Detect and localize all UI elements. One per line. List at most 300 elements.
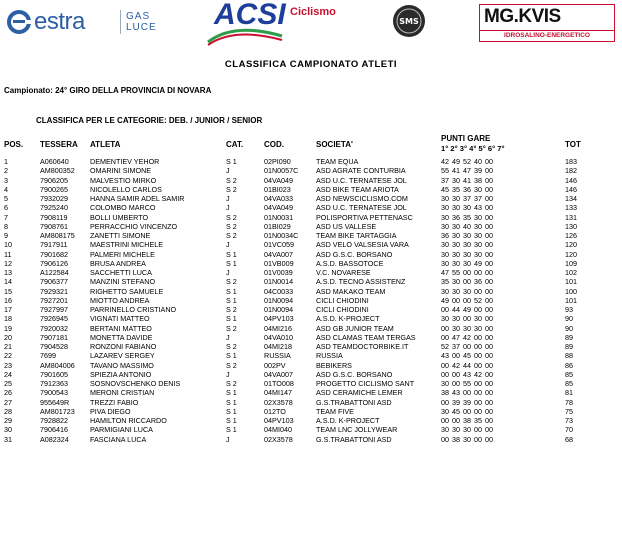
- cell-atleta: DEMENTIEV YEHOR: [90, 157, 160, 166]
- cell-pos: 27: [4, 397, 12, 407]
- cell-tessera: 7927997: [40, 305, 68, 314]
- cell-atleta: MERONI CRISTIAN: [90, 388, 155, 398]
- cell-cod: 01V0039: [264, 268, 293, 277]
- cell-cod: 002PV: [264, 360, 286, 370]
- cell-punti: 35 30 00 36 00: [441, 277, 493, 287]
- table-row: [0, 388, 622, 397]
- cell-cat: S 2: [226, 379, 237, 388]
- cell-cat: S 1: [226, 388, 237, 398]
- cell-tot: 131: [565, 212, 577, 222]
- cell-societa: ASD VELO VALSESIA VARA: [316, 240, 409, 250]
- cell-atleta: NICOLELLO CARLOS: [90, 184, 162, 194]
- cell-cat: S 1: [226, 157, 237, 166]
- cell-cat: S 1: [226, 258, 237, 268]
- cell-pos: 29: [4, 416, 12, 425]
- cell-tot: 70: [565, 425, 573, 435]
- cell-cod: 01TO008: [264, 379, 294, 388]
- cell-pos: 21: [4, 342, 12, 351]
- cell-atleta: SACCHETTI LUCA: [90, 268, 152, 277]
- cell-societa: ASD MAKAKO TEAM: [316, 286, 386, 296]
- cell-punti: 30 30 30 00 00: [441, 286, 493, 296]
- cell-atleta: TAVANO MASSIMO: [90, 360, 154, 370]
- header-punti-gare: PUNTI GARE: [441, 134, 491, 143]
- cell-atleta: BRUSA ANDREA: [90, 258, 146, 268]
- cell-atleta: BERTANI MATTEO: [90, 323, 152, 333]
- cell-cod: 02X3578: [264, 397, 293, 407]
- table-row: [0, 240, 622, 249]
- mgk-wordmark: MG.KVIS: [484, 6, 561, 27]
- table-row: [0, 176, 622, 185]
- cell-cat: S 2: [226, 342, 237, 351]
- cell-tessera: 7906416: [40, 425, 68, 435]
- table-row: [0, 194, 622, 203]
- cell-pos: 13: [4, 268, 12, 277]
- cell-cod: 04MI147: [264, 388, 292, 398]
- cell-societa: ASD US VALLESE: [316, 221, 377, 231]
- cell-cat: S 1: [226, 406, 237, 416]
- cell-societa: TEAM EQUA: [316, 157, 359, 166]
- cell-tot: 93: [565, 305, 573, 314]
- cell-tot: 101: [565, 277, 577, 287]
- cell-societa: POLISPORTIVA PETTENASC: [316, 212, 413, 222]
- cell-pos: 28: [4, 406, 12, 416]
- cell-cod: 01VB009: [264, 258, 294, 268]
- cell-societa: ASD GB JUNIOR TEAM: [316, 323, 394, 333]
- cell-punti: 30 30 40 30 00: [441, 221, 493, 231]
- table-row: [0, 296, 622, 305]
- cell-societa: A.S.D. TECNO ASSISTENZ: [316, 277, 406, 287]
- estra-wordmark: estra: [34, 8, 85, 35]
- table-row: [0, 222, 622, 231]
- estra-tagline-luce: LUCE: [126, 22, 157, 33]
- cell-tot: 88: [565, 351, 573, 361]
- cell-punti: 30 30 30 00 00: [441, 425, 493, 435]
- cell-cod: 02PI090: [264, 157, 291, 166]
- cell-atleta: HANNA SAMIR ADEL SAMIR: [90, 194, 185, 203]
- cell-atleta: VIGNATI MATTEO: [90, 314, 150, 324]
- header-cod: COD.: [264, 140, 284, 149]
- cell-atleta: PERRACCHIO VINCENZO: [90, 221, 178, 231]
- header-tot: TOT: [565, 140, 581, 149]
- cell-pos: 15: [4, 286, 12, 296]
- cell-atleta: MIOTTO ANDREA: [90, 295, 150, 305]
- table-row: [0, 287, 622, 296]
- cell-atleta: FASCIANA LUCA: [90, 434, 147, 444]
- cell-cod: 04MI040: [264, 425, 292, 435]
- cell-tessera: A122584: [40, 268, 69, 277]
- cell-cod: 04VA033: [264, 194, 294, 203]
- table-row: [0, 407, 622, 416]
- cell-cat: S 2: [226, 360, 237, 370]
- cell-pos: 11: [4, 249, 12, 259]
- cell-pos: 25: [4, 379, 12, 388]
- cell-societa: CICLI CHIODINI: [316, 305, 369, 314]
- cell-pos: 31: [4, 434, 12, 444]
- cell-punti: 38 43 00 00 00: [441, 388, 493, 398]
- cell-pos: 1: [4, 157, 8, 166]
- cell-cat: S 2: [226, 231, 237, 240]
- cell-societa: PROGETTO CICLISMO SANT: [316, 379, 415, 388]
- cell-tot: 120: [565, 249, 577, 259]
- header-pos: POS.: [4, 140, 24, 149]
- cell-tot: 101: [565, 295, 577, 305]
- table-row: [0, 277, 622, 286]
- estra-separator: [120, 10, 121, 34]
- cell-societa: A.S.D. K-PROJECT: [316, 416, 380, 425]
- table-row: [0, 398, 622, 407]
- cell-cod: 01N0031: [264, 212, 294, 222]
- cell-tessera: 7926945: [40, 314, 68, 324]
- cell-tessera: 7906205: [40, 175, 68, 185]
- cell-societa: G.S.TRABATTONI ASD: [316, 397, 392, 407]
- cell-punti: 00 38 30 00 00: [441, 434, 493, 444]
- cell-atleta: BOLLI UMBERTO: [90, 212, 149, 222]
- cell-tessera: 7920032: [40, 323, 68, 333]
- championship-label: Campionato: 24° GIRO DELLA PROVINCIA DI NOVARA: [4, 86, 212, 95]
- cell-tessera: 7901682: [40, 249, 68, 259]
- cell-tessera: 7912363: [40, 379, 68, 388]
- header-race-numbers: 1° 2° 3° 4° 5° 6° 7°: [441, 144, 505, 153]
- categories-label: CLASSIFICA PER LE CATEGORIE: DEB. / JUNIOR / SENIOR: [36, 116, 263, 125]
- cell-pos: 10: [4, 240, 12, 250]
- table-row: [0, 305, 622, 314]
- cell-tessera: A082324: [40, 434, 69, 444]
- cell-cod: 01N0034C: [264, 231, 299, 240]
- cell-punti: 30 00 55 00 00: [441, 379, 493, 388]
- cell-punti: 55 41 47 39 00: [441, 166, 493, 176]
- cell-cat: S 1: [226, 425, 237, 435]
- cell-atleta: OMARINI SIMONE: [90, 166, 152, 176]
- cell-pos: 24: [4, 369, 12, 379]
- cell-cat: S 2: [226, 212, 237, 222]
- cell-cod: 01VC059: [264, 240, 294, 250]
- header-tessera: TESSERA: [40, 140, 78, 149]
- cell-cod: RUSSIA: [264, 351, 291, 361]
- cell-cat: S 1: [226, 286, 237, 296]
- cell-pos: 16: [4, 295, 12, 305]
- cell-cod: 04C0033: [264, 286, 294, 296]
- cell-tessera: 7900265: [40, 184, 68, 194]
- cell-tot: 90: [565, 314, 573, 324]
- table-row: [0, 351, 622, 360]
- cell-societa: ASD CLAMAS TEAM TERGAS: [316, 332, 416, 342]
- sms-badge-icon: [392, 4, 426, 38]
- cell-cod: 01BI023: [264, 184, 291, 194]
- header-atleta: ATLETA: [90, 140, 121, 149]
- cell-atleta: MALVESTIO MIRKO: [90, 175, 157, 185]
- cell-punti: 30 30 00 30 00: [441, 314, 493, 324]
- cell-societa: TEAM LNC JOLLYWEAR: [316, 425, 398, 435]
- table-row: [0, 370, 622, 379]
- cell-tot: 68: [565, 434, 573, 444]
- header-cat: CAT.: [226, 140, 244, 149]
- cell-cat: S 1: [226, 295, 237, 305]
- estra-mark-icon: [6, 9, 32, 35]
- cell-punti: 00 39 39 00 00: [441, 397, 493, 407]
- cell-atleta: MANZINI STEFANO: [90, 277, 156, 287]
- cell-tessera: 7906126: [40, 258, 68, 268]
- page-title: CLASSIFICA CAMPIONATO ATLETI: [224, 59, 398, 70]
- standings-table: [0, 157, 622, 444]
- cell-tot: 89: [565, 342, 573, 351]
- cell-cod: 04MI216: [264, 323, 292, 333]
- cell-punti: 30 30 30 30 00: [441, 240, 493, 250]
- table-row: [0, 203, 622, 212]
- cell-tot: 73: [565, 416, 573, 425]
- cell-pos: 14: [4, 277, 12, 287]
- cell-pos: 19: [4, 323, 12, 333]
- cell-cod: 04PV103: [264, 416, 294, 425]
- cell-societa: ASD U.C. TERNATESE JOL: [316, 203, 407, 213]
- cell-cat: S 2: [226, 221, 237, 231]
- cell-atleta: ZANETTI SIMONE: [90, 231, 151, 240]
- acsi-wordmark: ACSI: [214, 0, 286, 31]
- cell-punti: 30 36 35 30 00: [441, 212, 493, 222]
- cell-pos: 30: [4, 425, 12, 435]
- cell-cod: 01N0014: [264, 277, 294, 287]
- cell-cat: S 2: [226, 323, 237, 333]
- cell-tot: 89: [565, 332, 573, 342]
- table-row: [0, 324, 622, 333]
- mgk-tagline: IDROSALINO-ENERGETICO: [480, 30, 614, 41]
- table-row: [0, 333, 622, 342]
- cell-cat: J: [226, 203, 230, 213]
- cell-punti: 30 30 30 30 00: [441, 249, 493, 259]
- cell-tot: 146: [565, 184, 577, 194]
- cell-cod: 01N0094: [264, 305, 294, 314]
- cell-atleta: TREZZI FABIO: [90, 397, 139, 407]
- cell-tot: 182: [565, 166, 577, 176]
- cell-tessera: 7927201: [40, 295, 68, 305]
- cell-atleta: RIGHETTO SAMUELE: [90, 286, 164, 296]
- header-societa: SOCIETA': [316, 140, 353, 149]
- cell-punti: 47 55 00 00 00: [441, 268, 493, 277]
- cell-atleta: PALMERI MICHELE: [90, 249, 155, 259]
- cell-cat: J: [226, 194, 230, 203]
- cell-tessera: A060640: [40, 157, 69, 166]
- cell-cat: J: [226, 434, 230, 444]
- cell-tot: 75: [565, 406, 573, 416]
- cell-tessera: AM808175: [40, 231, 75, 240]
- cell-punti: 00 00 38 35 00: [441, 416, 493, 425]
- cell-societa: ASD U.C. TERNATESE JOL: [316, 175, 407, 185]
- cell-tot: 85: [565, 379, 573, 388]
- cell-tessera: 7929321: [40, 286, 68, 296]
- cell-tot: 78: [565, 397, 573, 407]
- cell-societa: TEAM FIVE: [316, 406, 354, 416]
- cell-cod: 04VA049: [264, 203, 294, 213]
- cell-cod: 04VA010: [264, 332, 294, 342]
- cell-punti: 30 45 00 00 00: [441, 406, 493, 416]
- cell-atleta: PIVA DIEGO: [90, 406, 131, 416]
- cell-societa: ASD G.S.C. BORSANO: [316, 369, 393, 379]
- cell-cod: 04VA007: [264, 369, 294, 379]
- cell-tot: 126: [565, 231, 577, 240]
- cell-tot: 102: [565, 268, 577, 277]
- cell-societa: A.S.D. K-PROJECT: [316, 314, 380, 324]
- cell-atleta: RONZONI FABIANO: [90, 342, 157, 351]
- cell-pos: 5: [4, 194, 8, 203]
- cell-cod: 04PV103: [264, 314, 294, 324]
- cell-atleta: HAMILTON RICCARDO: [90, 416, 167, 425]
- table-row: [0, 416, 622, 425]
- cell-tot: 183: [565, 157, 577, 166]
- cell-tot: 85: [565, 369, 573, 379]
- cell-tessera: 7908761: [40, 221, 68, 231]
- cell-cod: 01BI029: [264, 221, 291, 231]
- cell-punti: 00 30 30 30 00: [441, 323, 493, 333]
- cell-pos: 2: [4, 166, 8, 176]
- table-row: [0, 185, 622, 194]
- estra-logo: [6, 8, 156, 38]
- cell-punti: 00 42 44 00 00: [441, 360, 493, 370]
- cell-punti: 36 30 30 30 00: [441, 231, 493, 240]
- cell-atleta: COLOMBO MARCO: [90, 203, 156, 213]
- cell-cod: 01N0094: [264, 295, 294, 305]
- cell-societa: G.S.TRABATTONI ASD: [316, 434, 392, 444]
- cell-tessera: 7904528: [40, 342, 68, 351]
- cell-cat: S 1: [226, 397, 237, 407]
- cell-societa: CICLI CHIODINI: [316, 295, 369, 305]
- cell-tessera: 7908119: [40, 212, 68, 222]
- cell-societa: ASD G.S.C. BORSANO: [316, 249, 393, 259]
- cell-punti: 30 30 30 49 00: [441, 258, 493, 268]
- cell-societa: RUSSIA: [316, 351, 343, 361]
- cell-cat: J: [226, 166, 230, 176]
- table-row: [0, 314, 622, 323]
- mgk-logo: [479, 4, 615, 42]
- cell-tessera: 7907181: [40, 332, 68, 342]
- cell-tessera: 7900543: [40, 388, 68, 398]
- table-row: [0, 157, 622, 166]
- cell-tot: 90: [565, 323, 573, 333]
- table-row: [0, 342, 622, 351]
- cell-cat: S 1: [226, 314, 237, 324]
- table-row: [0, 435, 622, 444]
- cell-cat: S 2: [226, 184, 237, 194]
- estra-tagline-gas: GAS: [126, 11, 151, 22]
- cell-pos: 22: [4, 351, 12, 361]
- table-row: [0, 213, 622, 222]
- cell-tessera: 7932029: [40, 194, 68, 203]
- cell-atleta: MAESTRINI MICHELE: [90, 240, 164, 250]
- estra-tagline: [126, 11, 157, 33]
- cell-punti: 30 30 30 43 00: [441, 203, 493, 213]
- cell-pos: 4: [4, 184, 8, 194]
- cell-tessera: 955649R: [40, 397, 70, 407]
- cell-cod: 04VA007: [264, 249, 294, 259]
- table-row: [0, 268, 622, 277]
- cell-pos: 7: [4, 212, 8, 222]
- cell-societa: ASD TEAMDOCTORBIKE.IT: [316, 342, 409, 351]
- table-row: [0, 259, 622, 268]
- table-row: [0, 425, 622, 434]
- cell-punti: 30 30 37 37 00: [441, 194, 493, 203]
- cell-pos: 17: [4, 305, 12, 314]
- cell-punti: 52 37 00 00 00: [441, 342, 493, 351]
- cell-pos: 23: [4, 360, 12, 370]
- cell-cod: 01N0057C: [264, 166, 299, 176]
- cell-tot: 120: [565, 240, 577, 250]
- cell-atleta: SPIEZIA ANTONIO: [90, 369, 152, 379]
- cell-cat: J: [226, 268, 230, 277]
- acsi-logo: [204, 0, 334, 46]
- cell-atleta: PARRINELLO CRISTIANO: [90, 305, 177, 314]
- cell-punti: 00 47 42 00 00: [441, 332, 493, 342]
- cell-punti: 49 00 00 52 00: [441, 295, 493, 305]
- cell-societa: TEAM BIKE TARTAGGIA: [316, 231, 397, 240]
- cell-cat: S 2: [226, 277, 237, 287]
- cell-cat: J: [226, 369, 230, 379]
- cell-tessera: AM804006: [40, 360, 75, 370]
- cell-cat: S 2: [226, 175, 237, 185]
- cell-atleta: PARMIGIANI LUCA: [90, 425, 153, 435]
- cell-cat: S 1: [226, 416, 237, 425]
- cell-societa: BEBIKERS: [316, 360, 352, 370]
- cell-punti: 00 00 43 42 00: [441, 369, 493, 379]
- cell-cat: J: [226, 240, 230, 250]
- cell-cat: J: [226, 332, 230, 342]
- cell-atleta: SOSNOVSCHENKO DENIS: [90, 379, 181, 388]
- cell-punti: 37 30 41 38 00: [441, 175, 493, 185]
- table-row: [0, 379, 622, 388]
- cell-societa: A.S.D. BASSOTOCE: [316, 258, 384, 268]
- cell-pos: 20: [4, 332, 12, 342]
- cell-cod: 04VA049: [264, 175, 294, 185]
- cell-tessera: 7917911: [40, 240, 68, 250]
- cell-cat: S 2: [226, 305, 237, 314]
- cell-cat: S 1: [226, 249, 237, 259]
- cell-tot: 133: [565, 203, 577, 213]
- cell-pos: 12: [4, 258, 12, 268]
- cell-cod: 012TO: [264, 406, 286, 416]
- cell-tot: 109: [565, 258, 577, 268]
- cell-societa: V.C. NOVARESE: [316, 268, 371, 277]
- cell-tot: 146: [565, 175, 577, 185]
- cell-atleta: LAZAREV SERGEY: [90, 351, 155, 361]
- cell-tessera: 7928822: [40, 416, 68, 425]
- cell-punti: 45 35 36 30 00: [441, 184, 493, 194]
- cell-tessera: AM801723: [40, 406, 75, 416]
- cell-tessera: AM800352: [40, 166, 75, 176]
- cell-tot: 86: [565, 360, 573, 370]
- table-row: [0, 166, 622, 175]
- cell-punti: 43 00 45 00 00: [441, 351, 493, 361]
- cell-pos: 26: [4, 388, 12, 398]
- cell-cod: 04MI218: [264, 342, 292, 351]
- cell-cod: 02X3578: [264, 434, 293, 444]
- table-row: [0, 361, 622, 370]
- cell-punti: 42 49 52 40 00: [441, 157, 493, 166]
- sms-logo: [392, 4, 426, 38]
- cell-tot: 81: [565, 388, 573, 398]
- cell-atleta: MONETTA DAVIDE: [90, 332, 153, 342]
- cell-societa: ASD BIKE TEAM ARIOTA: [316, 184, 399, 194]
- cell-punti: 00 44 49 00 00: [441, 305, 493, 314]
- cell-cat: S 1: [226, 351, 237, 361]
- cell-tessera: 7901605: [40, 369, 68, 379]
- cell-pos: 8: [4, 221, 8, 231]
- cell-societa: ASD NEWSCICLISMO.COM: [316, 194, 408, 203]
- cell-pos: 18: [4, 314, 12, 324]
- cell-pos: 6: [4, 203, 8, 213]
- table-row: [0, 250, 622, 259]
- cell-tessera: 7699: [40, 351, 56, 361]
- sms-badge-text: SMS: [399, 17, 419, 26]
- cell-tot: 130: [565, 221, 577, 231]
- cell-societa: ASD CERAMICHE LEMER: [316, 388, 403, 398]
- table-row: [0, 231, 622, 240]
